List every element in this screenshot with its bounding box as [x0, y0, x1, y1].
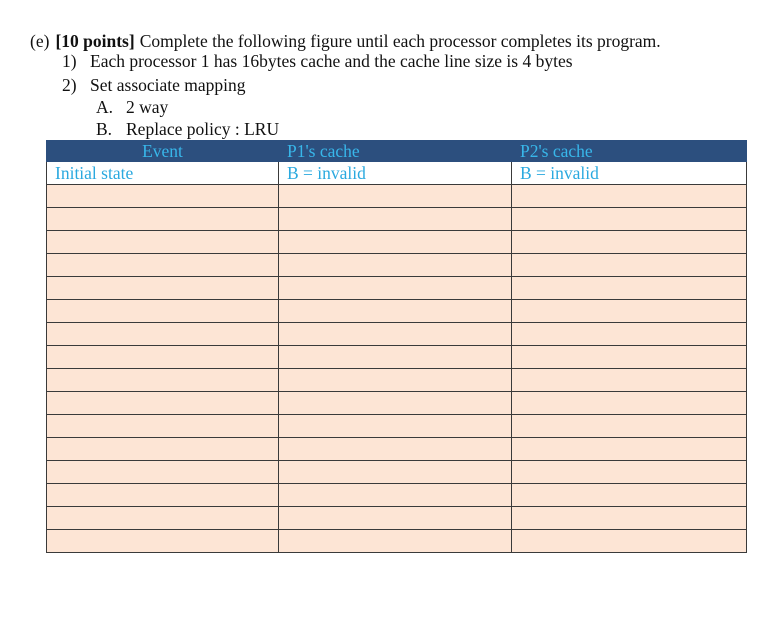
event-cell[interactable]	[47, 369, 279, 392]
header-event: Event	[47, 141, 279, 162]
p2-cache-cell[interactable]	[512, 277, 747, 300]
event-cell[interactable]	[47, 323, 279, 346]
event-cell[interactable]	[47, 484, 279, 507]
p1-cache-cell[interactable]	[279, 231, 512, 254]
p2-cache-cell[interactable]	[512, 346, 747, 369]
initial-p1-cell: B = invalid	[279, 162, 512, 185]
p2-cache-cell[interactable]	[512, 461, 747, 484]
table-row	[47, 277, 747, 300]
table-row	[47, 346, 747, 369]
event-cell[interactable]	[47, 254, 279, 277]
event-cell[interactable]	[47, 185, 279, 208]
p1-cache-cell[interactable]	[279, 369, 512, 392]
table-row	[47, 369, 747, 392]
sub-condition-text: 2 way	[126, 97, 169, 117]
table-row	[47, 438, 747, 461]
p1-cache-cell[interactable]	[279, 208, 512, 231]
p2-cache-cell[interactable]	[512, 185, 747, 208]
table-row	[47, 392, 747, 415]
sub-condition-letter: B.	[96, 119, 113, 139]
table-row	[47, 415, 747, 438]
table-row	[47, 300, 747, 323]
header-p2-cache: P2's cache	[512, 141, 747, 162]
condition-text: Set associate mapping	[90, 75, 246, 95]
sub-condition-b	[96, 119, 279, 139]
p2-cache-cell[interactable]	[512, 484, 747, 507]
condition-text: Each processor 1 has 16bytes cache and the cache line size is 4 bytes	[90, 51, 573, 71]
p2-cache-cell[interactable]	[512, 415, 747, 438]
p1-cache-cell[interactable]	[279, 185, 512, 208]
p1-cache-cell[interactable]	[279, 461, 512, 484]
event-cell[interactable]	[47, 231, 279, 254]
event-cell[interactable]	[47, 208, 279, 231]
p1-cache-cell[interactable]	[279, 277, 512, 300]
event-cell[interactable]	[47, 415, 279, 438]
p2-cache-cell[interactable]	[512, 530, 747, 553]
p2-cache-cell[interactable]	[512, 231, 747, 254]
p1-cache-cell[interactable]	[279, 323, 512, 346]
table-header-row	[47, 141, 747, 162]
header-p1-cache: P1's cache	[279, 141, 512, 162]
p1-cache-cell[interactable]	[279, 438, 512, 461]
p1-cache-cell[interactable]	[279, 392, 512, 415]
initial-p2-cell: B = invalid	[512, 162, 747, 185]
p2-cache-cell[interactable]	[512, 323, 747, 346]
sub-condition-letter: A.	[96, 97, 114, 117]
table-row	[47, 208, 747, 231]
table-row	[47, 185, 747, 208]
condition-item-2	[62, 75, 246, 95]
table-row	[47, 323, 747, 346]
p2-cache-cell[interactable]	[512, 208, 747, 231]
p2-cache-cell[interactable]	[512, 392, 747, 415]
event-cell[interactable]	[47, 300, 279, 323]
p2-cache-cell[interactable]	[512, 369, 747, 392]
p2-cache-cell[interactable]	[512, 300, 747, 323]
table-row	[47, 461, 747, 484]
table-row	[47, 530, 747, 553]
p2-cache-cell[interactable]	[512, 438, 747, 461]
p1-cache-cell[interactable]	[279, 507, 512, 530]
condition-number: 1)	[62, 51, 77, 71]
initial-state-row	[47, 162, 747, 185]
cache-state-table	[46, 140, 747, 553]
p1-cache-cell[interactable]	[279, 530, 512, 553]
question-text: Complete the following figure until each processor completes its program.	[139, 31, 661, 51]
condition-number: 2)	[62, 75, 77, 95]
table-row	[47, 507, 747, 530]
table-row	[47, 231, 747, 254]
p1-cache-cell[interactable]	[279, 346, 512, 369]
event-cell[interactable]	[47, 346, 279, 369]
question-title	[30, 31, 661, 51]
event-cell[interactable]	[47, 461, 279, 484]
question-points: [10 points]	[55, 31, 135, 51]
sub-condition-text: Replace policy : LRU	[126, 119, 280, 139]
p1-cache-cell[interactable]	[279, 254, 512, 277]
p2-cache-cell[interactable]	[512, 507, 747, 530]
p1-cache-cell[interactable]	[279, 415, 512, 438]
condition-item-1	[62, 51, 573, 71]
initial-event-cell: Initial state	[47, 162, 279, 185]
p1-cache-cell[interactable]	[279, 484, 512, 507]
event-cell[interactable]	[47, 277, 279, 300]
event-cell[interactable]	[47, 392, 279, 415]
event-cell[interactable]	[47, 530, 279, 553]
event-cell[interactable]	[47, 507, 279, 530]
table-row	[47, 254, 747, 277]
question-prefix: (e)	[30, 31, 50, 51]
event-cell[interactable]	[47, 438, 279, 461]
p2-cache-cell[interactable]	[512, 254, 747, 277]
p1-cache-cell[interactable]	[279, 300, 512, 323]
sub-condition-a	[96, 97, 168, 117]
table-row	[47, 484, 747, 507]
